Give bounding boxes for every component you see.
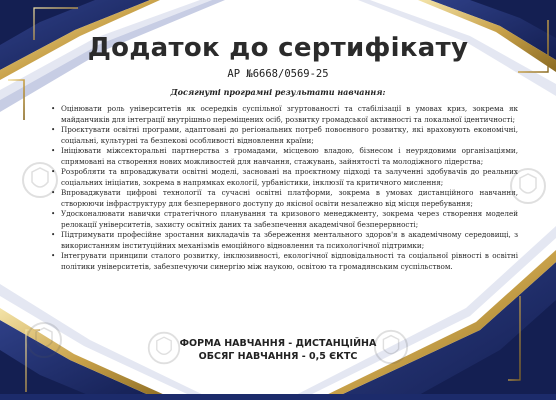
list-item: • Інтегрувати принципи сталого розвитку, інклюзивності, екологічної відповідальності та соціальної рівності в освітні політики університетів, забезпечуючи синергію між наукою, освітою та громадянським суспільством. <box>50 251 518 272</box>
list-item: • Підтримувати професійне зростання викладачів та збереження ментального здоров'я в академічному середовищі, з використанням інституційних механізмів емоційного відновлення та психологічної підтримки; <box>50 230 518 251</box>
study-form: ФОРМА НАВЧАННЯ - ДИСТАНЦІЙНА <box>179 338 377 349</box>
list-item: • Впроваджувати цифрові технології та сучасні освітні платформи, зокрема в умовах дистанційного навчання, створюючи інфраструктуру для безперервного доступу до якісної освіти незалежно від місця перебування; <box>50 188 518 209</box>
list-item: • Удосконалювати навички стратегічного планування та кризового менеджменту, зокрема через створення моделей релокації університетів, захисту освітніх даних та забезпечення академічної безперервності; <box>50 209 518 230</box>
list-item: • Проєктувати освітні програми, адаптовані до регіональних потреб повоєнного розвитку, які враховують економічні, соціальні, культурні та безпекові особливості відновлення країни; <box>50 125 518 146</box>
outcomes-list <box>50 104 518 272</box>
outcomes-heading: Досягнуті програмні результати навчання: <box>170 87 386 97</box>
list-item: • Ініціювати міжсекторальні партнерства з громадами, місцевою владою, бізнесом і неурядовими організаціями, спрямовані на створення нових можливостей для навчання, стажувань, зайнятості та молодіжного лідерства; <box>50 146 518 167</box>
study-volume: ОБСЯГ НАВЧАННЯ - 0,5 ЄКТС <box>198 351 358 362</box>
list-item: • Оцінювати роль університетів як осередків суспільної згуртованості та стабілізації в умовах криз, зокрема як майданчиків для інтеграції внутрішньо переміщених осіб, розвитку громадської активності та локальної ідентичності; <box>50 104 518 125</box>
certificate-number: АР №6668/0569-25 <box>227 68 329 80</box>
list-item: • Розробляти та впроваджувати освітні моделі, засновані на проєктному підході та залученні здобувачів до реальних соціальних ініціатив, зокрема в напрямках екології, урбаністики, інклюзії та критичного мислення; <box>50 167 518 188</box>
certificate-title: Додаток до сертифікату <box>87 33 469 63</box>
